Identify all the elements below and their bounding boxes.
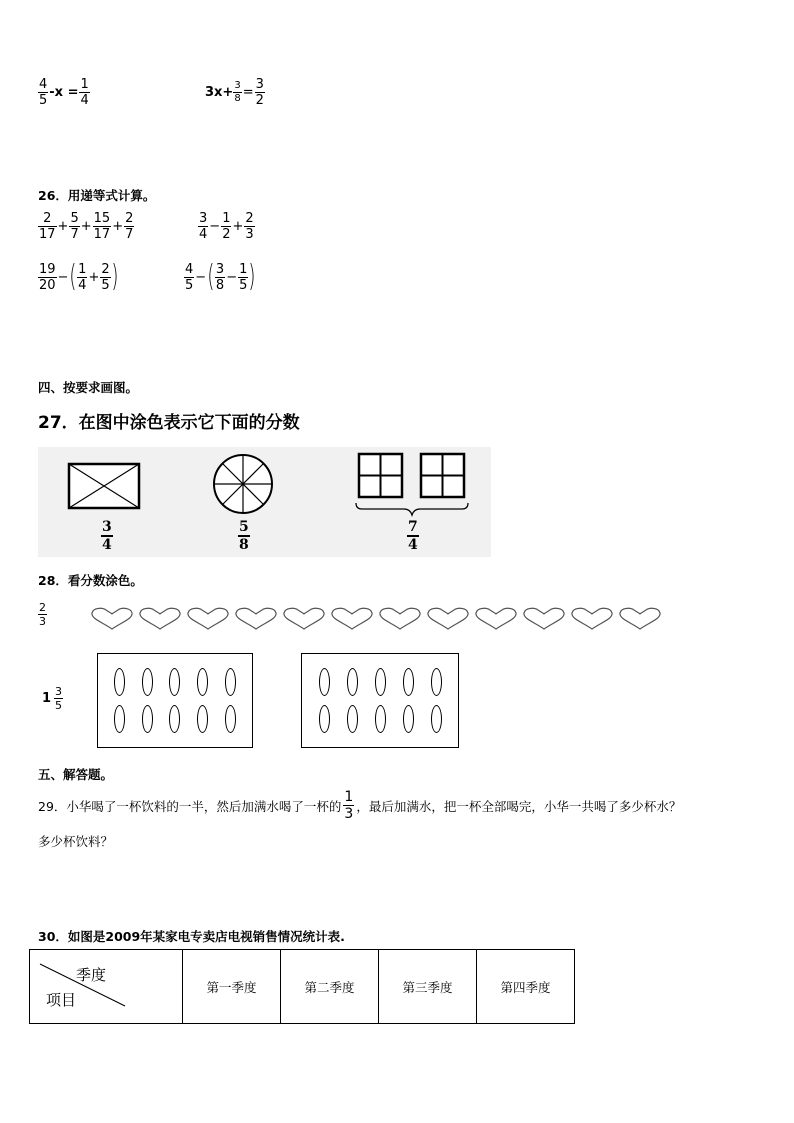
numerator: 7: [408, 519, 418, 535]
question-29-text-post: ，最后加满水，把一杯全部喝完，小华一共喝了多少杯水？: [356, 798, 682, 814]
denominator: 17: [93, 227, 111, 242]
heart-shape[interactable]: [330, 607, 374, 631]
hearts-row: [90, 607, 666, 631]
operator: +: [88, 269, 100, 285]
header-cell-q2: 第二季度: [281, 950, 379, 1024]
oval-shape[interactable]: [169, 668, 180, 696]
numerator: 5: [239, 519, 249, 535]
numerator: 3: [215, 261, 225, 277]
numerator: 3: [255, 77, 264, 92]
operator: +: [57, 219, 69, 234]
oval-shape[interactable]: [142, 668, 153, 696]
oval-shape[interactable]: [319, 705, 330, 733]
numerator: 15: [93, 211, 111, 226]
denominator: 8: [234, 93, 241, 104]
q27-figure-panel: [38, 447, 491, 557]
section-4-heading: 四、按要求画图。: [38, 380, 139, 395]
header-cell-q4: 第四季度: [477, 950, 575, 1024]
denominator: 5: [55, 699, 63, 712]
numerator: 4: [185, 261, 194, 277]
question-29-text-pre: 29．小华喝了一杯饮料的一半，然后加满水喝了一杯的: [38, 798, 342, 814]
question-29-line-1: [38, 790, 681, 821]
numerator: 2: [125, 211, 134, 226]
oval-shape[interactable]: [347, 705, 358, 733]
heart-shape[interactable]: [474, 607, 518, 631]
mixed-whole: 1: [42, 691, 52, 706]
operator: −: [195, 269, 207, 285]
denominator: 5: [39, 93, 48, 108]
equation-lead: 3x+: [205, 85, 234, 100]
oval-shape[interactable]: [114, 705, 125, 733]
left-paren: (: [207, 259, 215, 294]
denominator: 3: [245, 227, 254, 242]
diagonal-line: [30, 950, 182, 1023]
circle-eighths-shape[interactable]: [214, 455, 272, 513]
denominator: 3: [39, 615, 46, 628]
oval-shape[interactable]: [431, 668, 442, 696]
oval-shape[interactable]: [431, 705, 442, 733]
operator: +: [232, 219, 244, 234]
oval-shape[interactable]: [225, 668, 236, 696]
numerator: 1: [78, 261, 87, 277]
denominator: 4: [408, 537, 418, 553]
hearts-fraction: [38, 602, 47, 627]
numerator: 3: [234, 80, 241, 91]
q26-expression-2: [198, 212, 255, 241]
numerator: 2: [245, 211, 254, 226]
fraction-label-rect: [101, 520, 113, 552]
rectangle-quarters-shape[interactable]: [69, 464, 139, 508]
heart-shape[interactable]: [426, 607, 470, 631]
denominator: 7: [70, 227, 79, 242]
oval-shape[interactable]: [403, 668, 414, 696]
operator: +: [80, 219, 92, 234]
fraction-label-squares: [407, 520, 419, 552]
oval-shape[interactable]: [169, 705, 180, 733]
heart-shape[interactable]: [522, 607, 566, 631]
question-27-label: 27．在图中涂色表示它下面的分数: [38, 413, 300, 433]
question-28-label: 28．看分数涂色。: [38, 573, 143, 588]
diagonal-top-label: 季度: [76, 966, 107, 984]
numerator: 3: [199, 211, 208, 226]
denominator: 4: [102, 537, 112, 553]
denominator: 17: [39, 227, 56, 242]
operator: −: [226, 269, 238, 285]
diagonal-bottom-label: 项目: [46, 991, 77, 1009]
numerator: 2: [43, 211, 52, 226]
equation-mid: -x =: [49, 85, 79, 100]
fraction-label-circle: [238, 520, 250, 552]
denominator: 8: [215, 277, 225, 293]
denominator: 20: [39, 277, 56, 293]
operator: −: [209, 219, 221, 234]
denominator: 5: [239, 277, 248, 293]
equation-1: [38, 78, 90, 107]
two-squares-quarters-shape[interactable]: [356, 454, 468, 515]
q26-expression-4: [184, 259, 256, 294]
denominator: 4: [78, 277, 87, 293]
heart-shape[interactable]: [618, 607, 662, 631]
heart-shape[interactable]: [282, 607, 326, 631]
denominator: 4: [199, 227, 208, 242]
question-29-line-2: 多少杯饮料？: [38, 834, 114, 849]
oval-shape[interactable]: [197, 668, 208, 696]
denominator: 5: [101, 277, 110, 293]
heart-shape[interactable]: [90, 607, 134, 631]
denominator: 7: [125, 227, 134, 242]
equation-2: [205, 78, 265, 107]
oval-shape[interactable]: [114, 668, 125, 696]
section-5-heading: 五、解答题。: [38, 767, 114, 782]
numerator: 1: [239, 261, 248, 277]
numerator: 4: [39, 77, 48, 92]
question-26-label: 26．用递等式计算。: [38, 188, 156, 203]
oval-box-2: [301, 653, 459, 748]
numerator: 1: [80, 77, 89, 92]
table-header-row: [30, 950, 575, 1024]
oval-shape[interactable]: [403, 705, 414, 733]
numerator: 1: [222, 211, 231, 226]
sales-stat-table: [29, 949, 575, 1024]
oval-shape[interactable]: [225, 705, 236, 733]
heart-shape[interactable]: [138, 607, 182, 631]
denominator: 5: [185, 277, 194, 293]
mixed-number: [42, 686, 63, 711]
q26-expression-3: [38, 259, 119, 294]
header-cell-q3: 第三季度: [379, 950, 477, 1024]
heart-shape[interactable]: [234, 607, 278, 631]
question-30-label: 30．如图是2009年某家电专卖店电视销售情况统计表.: [38, 929, 345, 944]
oval-shape[interactable]: [375, 668, 386, 696]
heart-shape[interactable]: [378, 607, 422, 631]
equals-sign: =: [242, 85, 254, 100]
heart-shape[interactable]: [570, 607, 614, 631]
heart-shape[interactable]: [186, 607, 230, 631]
right-paren: ): [248, 259, 256, 294]
numerator: 5: [70, 211, 79, 226]
left-paren: (: [69, 259, 77, 294]
q26-expression-1: [38, 212, 134, 241]
header-cell-q1: 第一季度: [183, 950, 281, 1024]
numerator: 3: [102, 519, 112, 535]
denominator: 2: [222, 227, 231, 242]
oval-shape[interactable]: [347, 668, 358, 696]
diagonal-header-cell: [30, 950, 183, 1024]
oval-shape[interactable]: [142, 705, 153, 733]
numerator: 2: [101, 261, 110, 277]
numerator: 19: [39, 261, 56, 277]
oval-shape[interactable]: [319, 668, 330, 696]
numerator: 1: [344, 789, 354, 805]
operator: −: [57, 269, 69, 285]
numerator: 3: [55, 685, 63, 698]
operator: +: [112, 219, 124, 234]
denominator: 8: [239, 537, 249, 553]
oval-box-1: [97, 653, 253, 748]
right-paren: ): [110, 259, 119, 294]
denominator: 3: [344, 806, 354, 822]
numerator: 2: [39, 601, 46, 614]
oval-shape[interactable]: [197, 705, 208, 733]
oval-shape[interactable]: [375, 705, 386, 733]
denominator: 4: [80, 93, 89, 108]
denominator: 2: [255, 93, 264, 108]
